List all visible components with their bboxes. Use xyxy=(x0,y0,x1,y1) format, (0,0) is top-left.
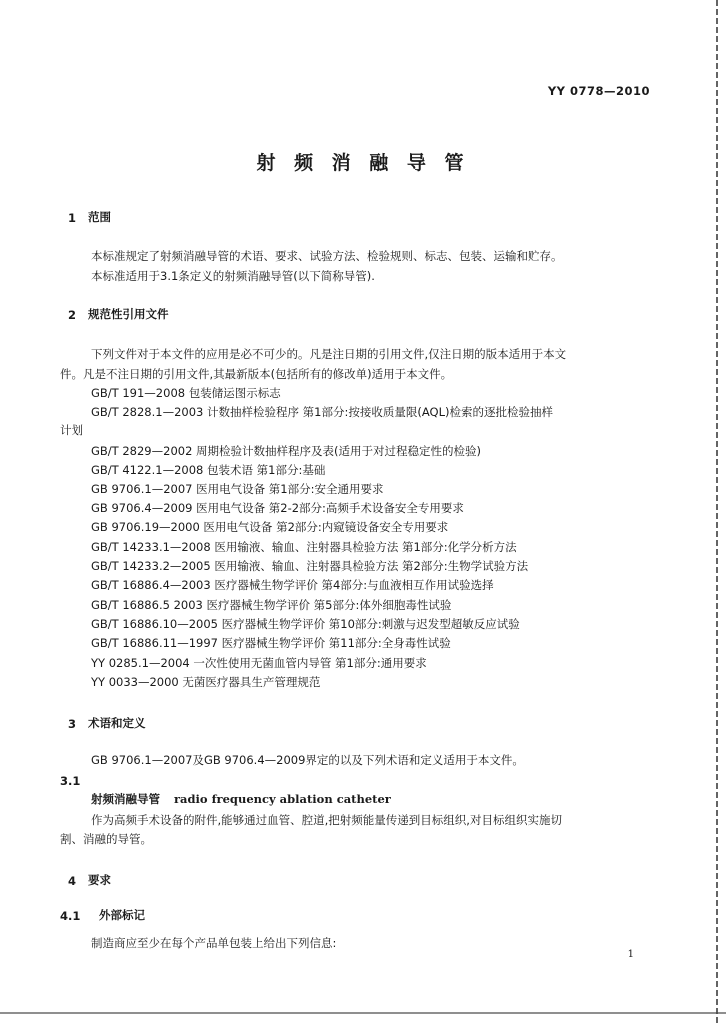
document-code: YY 0778—2010 xyxy=(547,84,650,98)
reference-item: GB 9706.1—2007 医用电气设备 第1部分:安全通用要求 xyxy=(91,482,384,496)
document-title: 射 频 消 融 导 管 xyxy=(256,152,470,174)
section-1-paragraph-2: 本标准适用于3.1条定义的射频消融导管(以下简称导管). xyxy=(91,269,375,283)
subsection-4-1-heading: 外部标记 xyxy=(99,908,145,922)
reference-item-continuation: 计划 xyxy=(60,423,83,437)
reference-item: GB 9706.4—2009 医用电气设备 第2-2部分:高频手术设备安全专用要求 xyxy=(91,501,464,515)
term-definition-line-1: 作为高频手术设备的附件,能够通过血管、腔道,把射频能量传递到目标组织,对目标组织实施切 xyxy=(91,813,562,827)
section-1-heading: 范围 xyxy=(88,210,111,224)
section-2-intro-line-2: 件。凡是不注日期的引用文件,其最新版本(包括所有的修改单)适用于本文件。 xyxy=(60,367,453,381)
reference-item: GB/T 4122.1—2008 包装术语 第1部分:基础 xyxy=(91,463,326,477)
term-english: radio frequency ablation catheter xyxy=(174,792,391,806)
reference-item: GB/T 191—2008 包装储运图示标志 xyxy=(91,386,281,400)
section-3-intro: GB 9706.1—2007及GB 9706.4—2009界定的以及下列术语和定义适用于本文件。 xyxy=(91,753,524,767)
section-2-heading: 规范性引用文件 xyxy=(88,307,169,321)
reference-item: GB/T 14233.2—2005 医用输液、输血、注射器具检验方法 第2部分:生物学试验方法 xyxy=(91,559,529,573)
page-number: 1 xyxy=(627,949,634,960)
reference-item: GB/T 2828.1—2003 计数抽样检验程序 第1部分:按接收质量限(AQL)检索的逐批检验抽样 xyxy=(91,405,553,419)
term-entry xyxy=(91,791,391,807)
section-4-heading: 要求 xyxy=(88,873,111,887)
reference-item: GB/T 16886.5 2003 医疗器械生物学评价 第5部分:体外细胞毒性试验 xyxy=(91,598,452,612)
subsection-4-1-number: 4.1 xyxy=(60,909,81,923)
section-4-1-text: 制造商应至少在每个产品单包装上给出下列信息: xyxy=(91,936,337,950)
section-2-intro-line-1: 下列文件对于本文件的应用是必不可少的。凡是注日期的引用文件,仅注日期的版本适用于本文 xyxy=(91,347,567,361)
subsection-3-1-number: 3.1 xyxy=(60,774,81,788)
scan-edge-bottom xyxy=(0,1012,726,1014)
reference-item: YY 0033—2000 无菌医疗器具生产管理规范 xyxy=(91,675,321,689)
term-definition-line-2: 割、消融的导管。 xyxy=(60,832,152,846)
section-1-number: 1 xyxy=(68,211,77,225)
reference-item: GB/T 2829—2002 周期检验计数抽样程序及表(适用于对过程稳定性的检验) xyxy=(91,444,482,458)
section-4-number: 4 xyxy=(68,874,77,888)
reference-item: YY 0285.1—2004 一次性使用无菌血管内导管 第1部分:通用要求 xyxy=(91,656,427,670)
section-1-paragraph-1: 本标准规定了射频消融导管的术语、要求、试验方法、检验规则、标志、包装、运输和贮存。 xyxy=(91,249,563,263)
reference-item: GB 9706.19—2000 医用电气设备 第2部分:内窥镜设备安全专用要求 xyxy=(91,520,449,534)
term-chinese: 射频消融导管 xyxy=(91,792,160,806)
section-3-heading: 术语和定义 xyxy=(88,716,146,730)
reference-item: GB/T 14233.1—2008 医用输液、输血、注射器具检验方法 第1部分:化学分析方法 xyxy=(91,540,517,554)
reference-item: GB/T 16886.10—2005 医疗器械生物学评价 第10部分:刺激与迟发型超敏反应试验 xyxy=(91,617,520,631)
section-2-number: 2 xyxy=(68,308,77,322)
reference-item: GB/T 16886.4—2003 医疗器械生物学评价 第4部分:与血液相互作用试验选择 xyxy=(91,578,494,592)
section-3-number: 3 xyxy=(68,717,77,731)
reference-item: GB/T 16886.11—1997 医疗器械生物学评价 第11部分:全身毒性试验 xyxy=(91,636,451,650)
